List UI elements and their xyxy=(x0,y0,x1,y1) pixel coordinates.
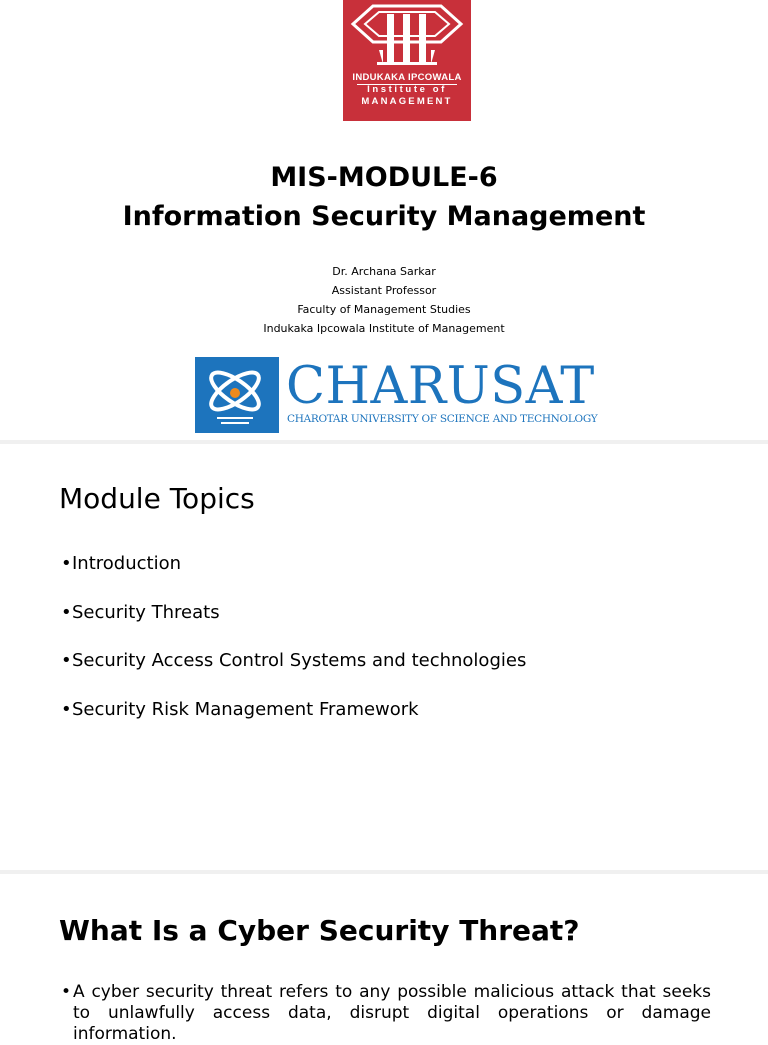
threat-heading: What Is a Cyber Security Threat? xyxy=(59,914,580,947)
logo-line-2: Institute of xyxy=(367,84,447,95)
slide-subtitle: Information Security Management xyxy=(122,201,646,232)
topic-text: Security Access Control Systems and technologies xyxy=(72,650,527,671)
bullet-icon: • xyxy=(61,553,72,574)
bullet-icon: • xyxy=(61,602,72,623)
logo-line-1: INDUKAKA IPCOWALA xyxy=(352,72,462,83)
atom-emblem-icon xyxy=(195,357,279,433)
institute-emblem-icon xyxy=(343,0,471,70)
list-item xyxy=(61,601,220,625)
bullet-icon: • xyxy=(61,650,72,671)
author-faculty: Faculty of Management Studies xyxy=(297,303,471,316)
list-item xyxy=(61,649,526,673)
iiim-logo xyxy=(343,0,471,121)
list-item xyxy=(61,698,419,722)
topic-text: Introduction xyxy=(72,553,182,574)
topic-text: Security Risk Management Framework xyxy=(72,699,419,720)
definition-text: A cyber security threat refers to any possible malicious attack that seeks to unlawfully access data, disrupt digital operations or damage information. xyxy=(73,982,711,1044)
bullet-icon: • xyxy=(61,699,72,720)
topics-slide xyxy=(0,444,768,870)
list-item xyxy=(61,552,181,576)
charusat-emblem xyxy=(195,357,279,433)
charusat-wordmark: CHARUSAT xyxy=(286,357,595,416)
bullet-icon: • xyxy=(61,982,72,1002)
author-institute: Indukaka Ipcowala Institute of Management xyxy=(263,322,505,335)
logo-line-3: MANAGEMENT xyxy=(361,96,453,107)
charusat-tagline: CHAROTAR UNIVERSITY OF SCIENCE AND TECHNOLOGY xyxy=(287,413,598,425)
author-name: Dr. Archana Sarkar xyxy=(332,265,436,278)
topics-heading: Module Topics xyxy=(59,482,255,515)
threat-slide xyxy=(0,874,768,1044)
title-slide xyxy=(0,0,768,440)
slide-title: MIS-MODULE-6 xyxy=(270,162,498,193)
threat-definition xyxy=(61,982,711,1045)
author-position: Assistant Professor xyxy=(331,284,437,297)
charusat-logo xyxy=(195,357,598,433)
topic-text: Security Threats xyxy=(72,602,220,623)
